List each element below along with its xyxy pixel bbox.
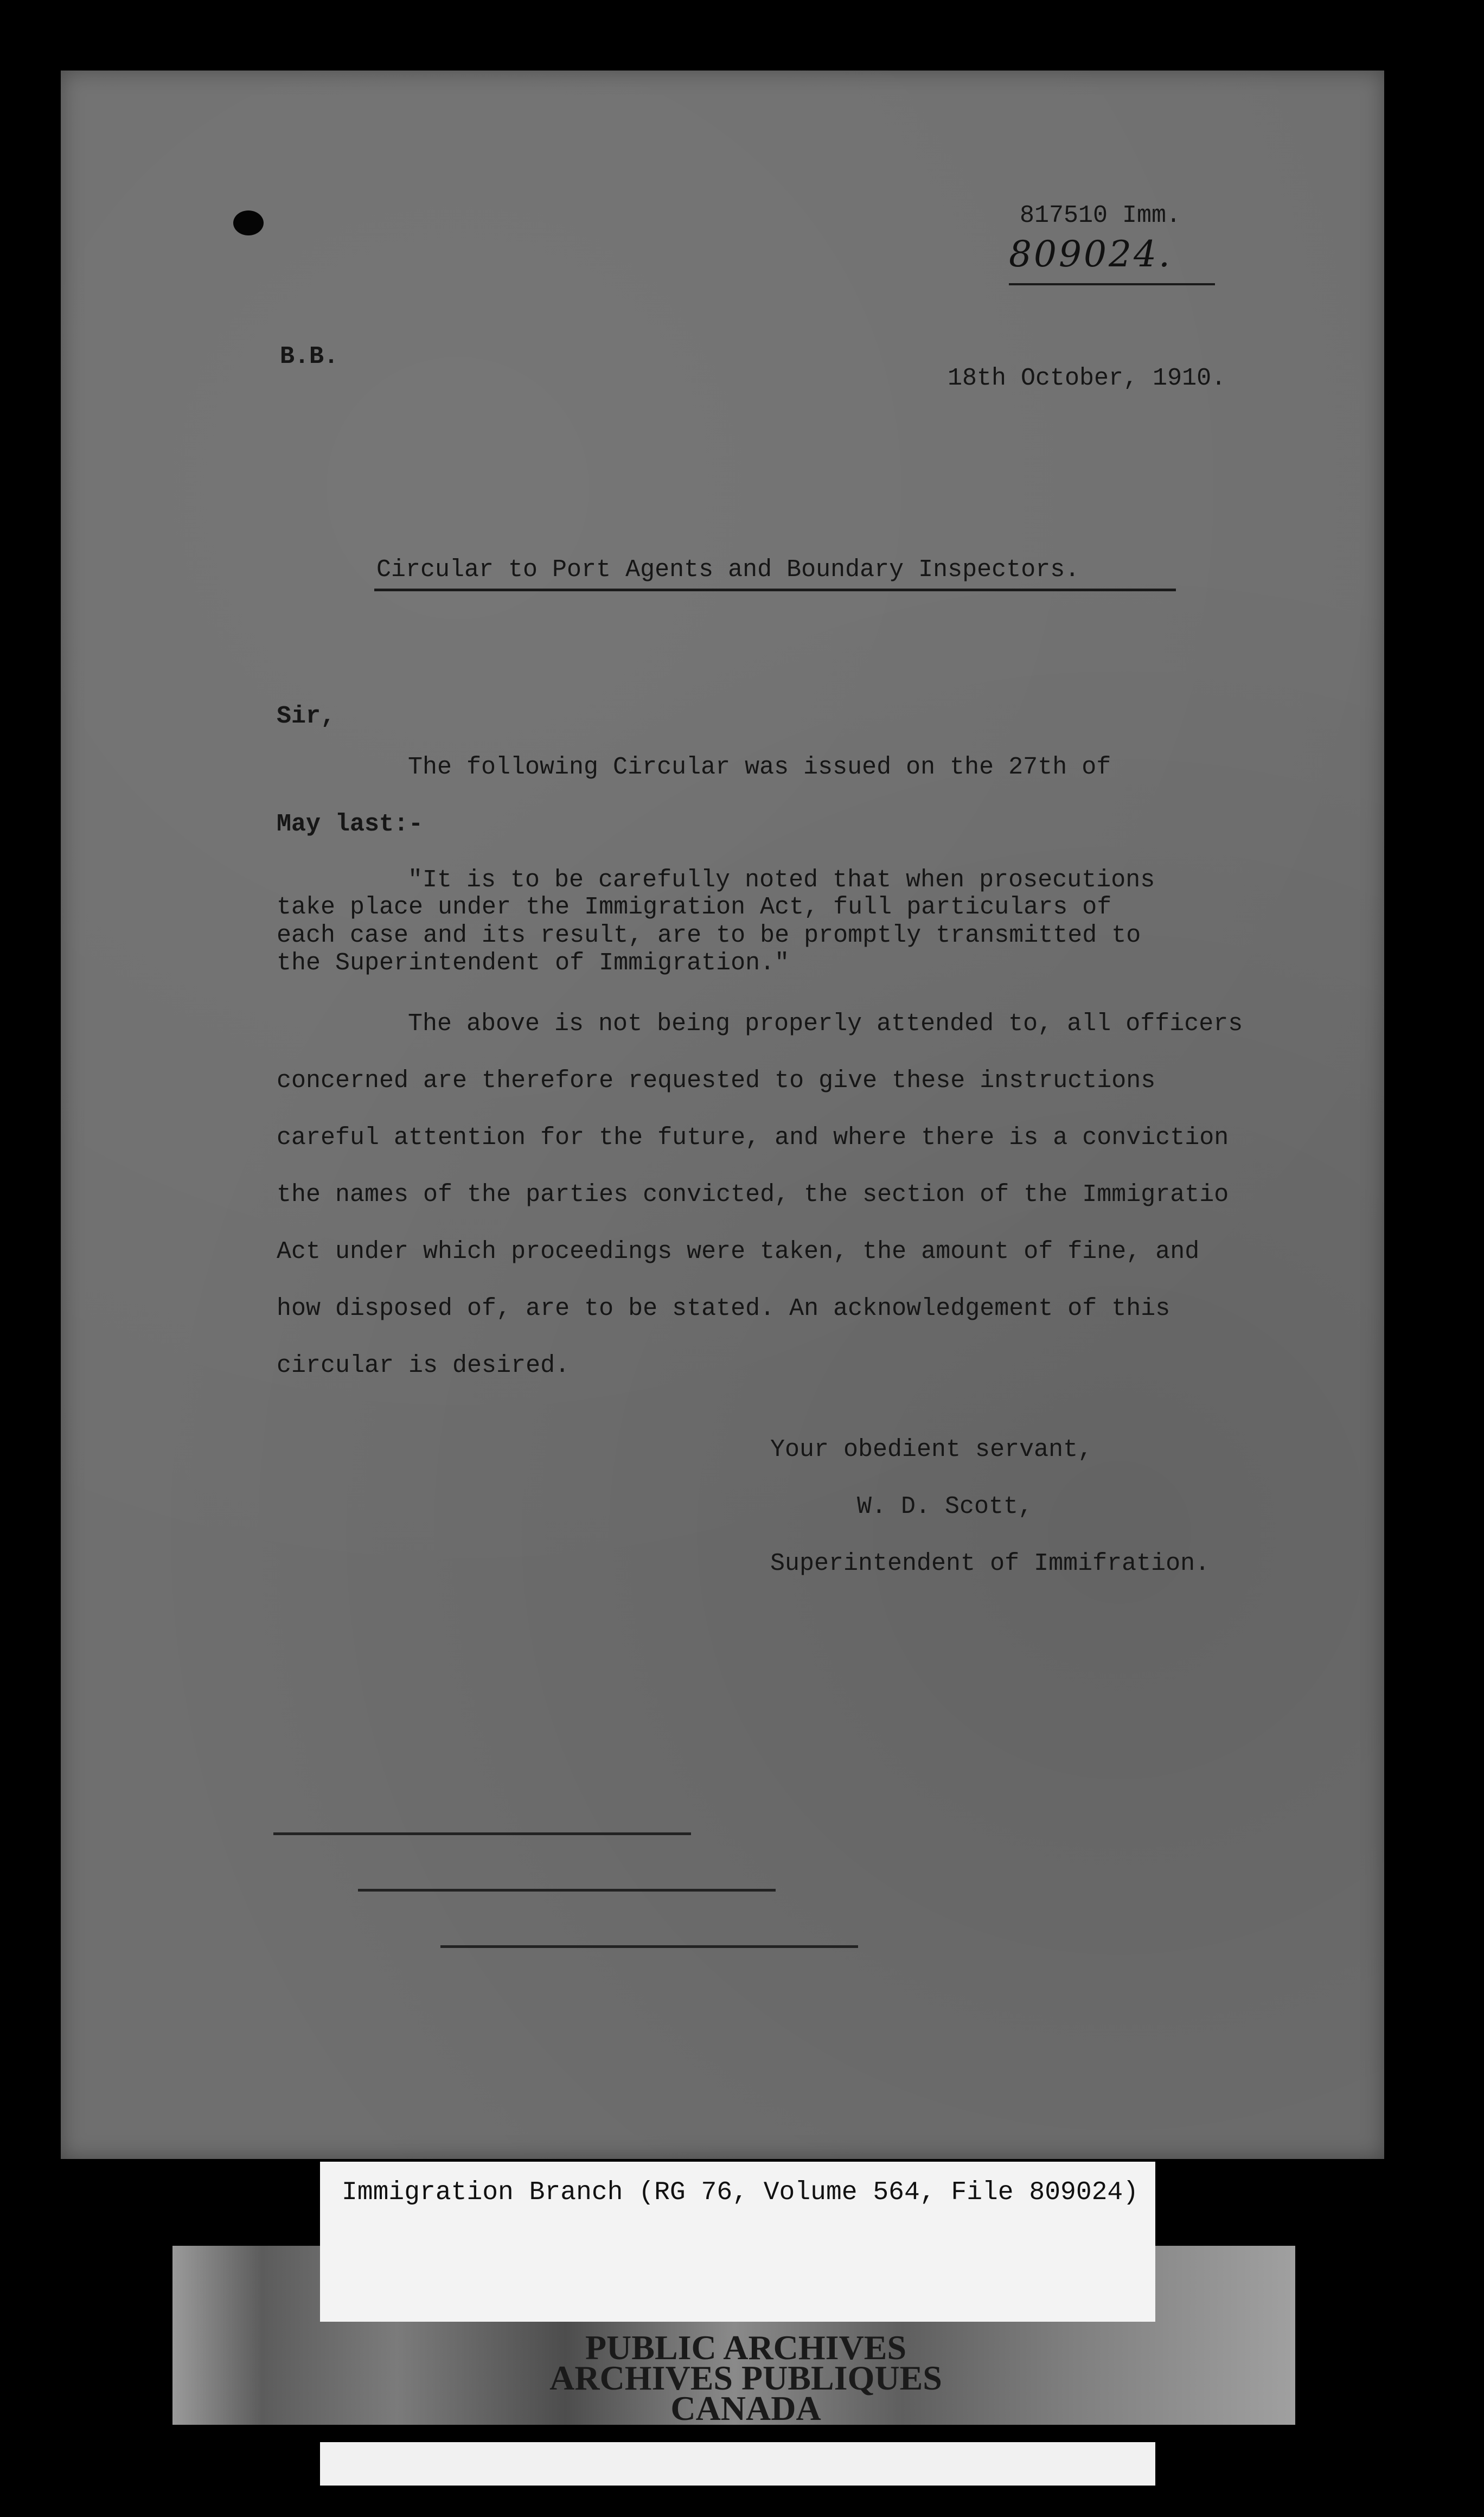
document-page (61, 71, 1384, 2159)
file-number: 817510 Imm. (1020, 202, 1181, 229)
body-line-5: Act under which proceedings were taken, the amount of fine, and (277, 1238, 1200, 1266)
quote-line-3: each case and its result, are to be promptly transmitted to (277, 922, 1141, 949)
handwritten-file-number: 809024. (1009, 233, 1172, 275)
routing-line-1 (273, 1832, 691, 1835)
body-line-3: careful attention for the future, and where there is a conviction (277, 1124, 1229, 1152)
intro-line-2: May last:- (277, 810, 424, 838)
archive-stamp (445, 2328, 1047, 2427)
punch-hole (233, 210, 264, 235)
initials: B.B. (280, 343, 339, 370)
routing-line-2 (358, 1889, 776, 1892)
body-line-7: circular is desired. (277, 1352, 570, 1379)
body-line-2: concerned are therefore requested to give these instructions (277, 1067, 1156, 1095)
stamp-line-2: ARCHIVES PUBLIQUES (549, 2359, 942, 2397)
quote-line-2: take place under the Immigration Act, full particulars of (277, 893, 1112, 921)
archive-label (320, 2162, 1155, 2322)
quote-line-4: the Superintendent of Immigration." (277, 949, 790, 977)
archive-bottom-strip (320, 2442, 1155, 2486)
title-underline (374, 589, 1176, 591)
signatory-name: W. D. Scott, (857, 1493, 1033, 1521)
stamp-line-1: PUBLIC ARCHIVES (585, 2328, 907, 2367)
intro-line-1: The following Circular was issued on the 27th of (408, 753, 1111, 781)
body-line-4: the names of the parties convicted, the section of the Immigratio (277, 1181, 1229, 1209)
stamp-line-3: CANADA (670, 2389, 821, 2427)
archive-label-text: Immigration Branch (RG 76, Volume 564, File 809024) (342, 2178, 1139, 2207)
circular-title: Circular to Port Agents and Boundary Inspectors. (376, 556, 1080, 584)
salutation: Sir, (277, 702, 336, 730)
quote-line-1: "It is to be carefully noted that when prosecutions (408, 866, 1155, 894)
routing-line-3 (440, 1945, 858, 1948)
body-line-6: how disposed of, are to be stated. An acknowledgement of this (277, 1295, 1170, 1323)
body-line-1: The above is not being properly attended to, all officers (408, 1010, 1243, 1038)
handwritten-underline (1009, 283, 1215, 285)
letter-date: 18th October, 1910. (948, 365, 1226, 392)
signatory-title: Superintendent of Immifration. (770, 1550, 1210, 1577)
closing-line: Your obedient servant, (770, 1436, 1093, 1464)
